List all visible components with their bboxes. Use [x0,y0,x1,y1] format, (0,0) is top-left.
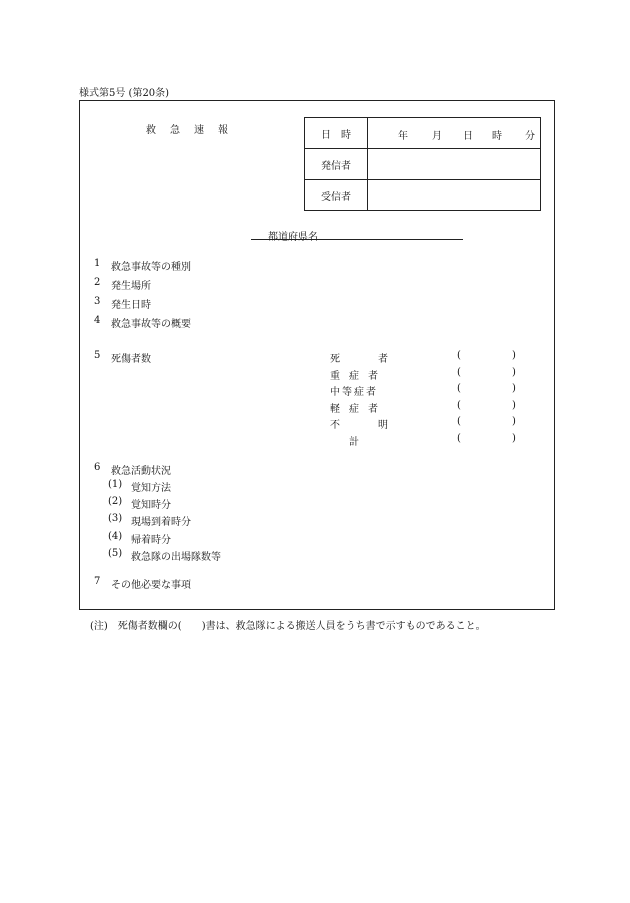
footnote: (注) 死傷者数欄の( )書は、救急隊による搬送人員をうち書で示すものであること。 [90,621,486,632]
item-4-number: 4 [94,315,101,326]
casualty-label-total: 計 [349,437,359,448]
item-3-text: 発生日時 [111,300,151,311]
casualty-close-mild: ) [512,400,516,411]
meta-label-receiver: 受信者 [305,180,368,211]
meta-row-receiver [305,180,541,211]
other-text: その他必要な事項 [111,580,191,591]
item-4-text: 救急事故等の概要 [111,319,191,330]
unit-year: 年 [398,131,408,142]
unit-minute: 分 [525,131,535,142]
form-title: 救 急 速 報 [146,125,230,136]
activity-number: 6 [94,462,101,473]
activity-sub-5-text: 救急隊の出場隊数等 [131,552,221,563]
item-1-text: 救急事故等の種別 [111,262,191,273]
receiver-value-cell[interactable] [368,180,541,211]
item-1-number: 1 [94,258,101,269]
casualty-open-total: ( [457,433,461,444]
form-header: 様式第5号 (第20条) [79,88,170,99]
casualty-label-mild: 軽症者 [330,404,387,415]
activity-sub-1-number: (1) [108,479,123,490]
unit-month: 月 [432,131,442,142]
prefecture-underline[interactable] [251,239,463,240]
casualty-row-total [0,433,630,447]
casualty-open-mild: ( [457,400,461,411]
casualty-label-moderate: 中等症者 [330,387,378,398]
meta-table [304,117,541,211]
meta-row-datetime [305,118,541,149]
activity-sub-2-text: 覚知時分 [131,500,171,511]
casualty-close-unknown: ) [512,416,516,427]
casualty-row-moderate [0,383,630,397]
casualty-close-moderate: ) [512,383,516,394]
unit-day: 日 [463,131,473,142]
casualty-row-severe [0,367,630,381]
activity-sub-5-number: (5) [108,548,123,559]
casualties-number: 5 [94,350,101,361]
casualty-open-dead: ( [457,350,461,361]
unit-hour: 時 [492,131,502,142]
activity-sub-4-number: (4) [108,531,123,542]
casualty-row-mild [0,400,630,414]
casualty-close-dead: ) [512,350,516,361]
casualty-close-severe: ) [512,367,516,378]
other-number: 7 [94,576,101,587]
meta-label-sender: 発信者 [305,149,368,180]
casualty-row-unknown [0,416,630,430]
casualty-open-unknown: ( [457,416,461,427]
sender-value-cell[interactable] [368,149,541,180]
item-2-number: 2 [94,277,101,288]
casualty-label-severe: 重症者 [330,371,387,382]
casualty-row-dead [0,350,630,364]
activity-sub-4-text: 帰着時分 [131,535,171,546]
activity-sub-1-text: 覚知方法 [131,483,171,494]
casualty-close-total: ) [512,433,516,444]
datetime-value-cell[interactable] [368,118,541,149]
casualty-open-moderate: ( [457,383,461,394]
activity-heading: 救急活動状況 [111,466,171,477]
casualties-heading: 死傷者数 [111,354,151,365]
activity-sub-3-text: 現場到着時分 [131,517,191,528]
activity-sub-2-number: (2) [108,496,123,507]
prefecture-label: 都道府県名 [268,232,318,243]
meta-row-sender [305,149,541,180]
casualty-label-dead: 死 者 [330,354,402,365]
item-2-text: 発生場所 [111,281,151,292]
meta-label-datetime: 日 時 [305,118,368,149]
casualty-open-severe: ( [457,367,461,378]
casualty-label-unknown: 不 明 [330,420,402,431]
activity-sub-3-number: (3) [108,513,123,524]
item-3-number: 3 [94,296,101,307]
